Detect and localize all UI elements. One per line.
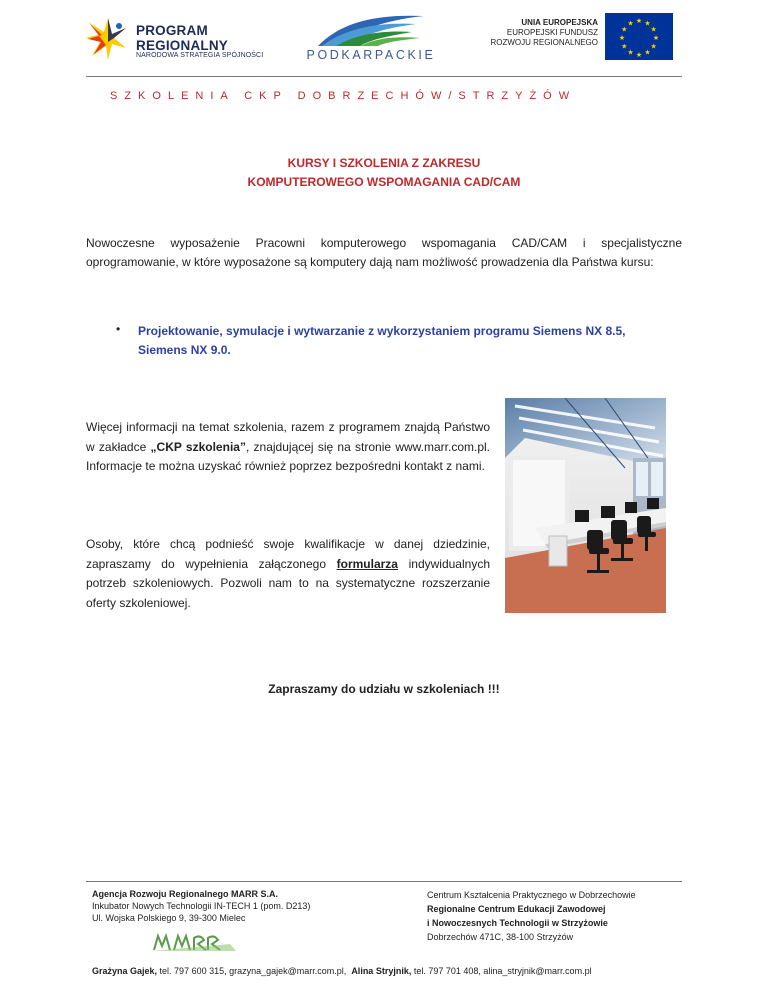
program-star-icon bbox=[86, 14, 132, 64]
svg-text:★: ★ bbox=[627, 19, 634, 28]
form-paragraph bbox=[86, 535, 490, 613]
program-logo-tagline: NARODOWA STRATEGIA SPÓJNOŚCI bbox=[136, 52, 264, 59]
course-bullet-item: Projektowanie, symulacje i wytwarzanie z wykorzystaniem programu Siemens NX 8.5, Siemens NX 9.0. bbox=[138, 324, 626, 357]
ckp-line4: Dobrzechów 471C, 38-100 Strzyżów bbox=[427, 932, 574, 942]
info-paragraph bbox=[86, 418, 490, 477]
title-line1: KURSY I SZKOLENIA Z ZAKRESU bbox=[287, 156, 481, 170]
svg-text:★: ★ bbox=[627, 48, 634, 57]
svg-text:★: ★ bbox=[635, 51, 643, 59]
podkarpackie-name: PODKARPACKIE bbox=[306, 48, 436, 62]
ckp-line1: Centrum Kształcenia Praktycznego w Dobrzechowie bbox=[427, 890, 636, 900]
podkarpackie-hills-icon bbox=[316, 12, 426, 48]
eu-line2: EUROPEJSKI FUNDUSZ bbox=[506, 28, 598, 37]
ckp-line2: Regionalne Centrum Edukacji Zawodowej bbox=[427, 904, 606, 914]
page-title bbox=[84, 154, 684, 192]
eu-fund-text bbox=[472, 18, 598, 48]
title-line2: KOMPUTEROWEGO WSPOMAGANIA CAD/CAM bbox=[247, 175, 521, 189]
svg-text:★: ★ bbox=[650, 42, 657, 51]
intro-paragraph: Nowoczesne wyposażenie Pracowni komputerowego wspomagania CAD/CAM i specjalistyczne oprogramowanie, w które wyposażone są komputery dają nam możliwość prowadzenia dla Państwa kursu: bbox=[86, 236, 682, 269]
info-text-part2: , znajdującej się na stronie www.marr.com.pl. Informacje te można uzyskać również poprzez bezpośredni kontakt z nami. bbox=[86, 439, 490, 473]
invitation-text: Zapraszamy do udziału w szkoleniach !!! bbox=[268, 682, 500, 696]
footer-marr-address bbox=[92, 888, 392, 924]
eu-line3: ROZWOJU REGIONALNEGO bbox=[490, 38, 598, 47]
ckp-szkolenia-tab-name: „CKP szkolenia” bbox=[150, 439, 246, 454]
program-logo-line1: PROGRAM bbox=[136, 23, 208, 38]
svg-text:★: ★ bbox=[635, 17, 643, 25]
info-text-part1: Więcej informacji na temat szkolenia, razem z programem znajdą Państwo w zakładce bbox=[86, 420, 490, 454]
svg-text:★: ★ bbox=[621, 42, 628, 51]
header-divider bbox=[86, 76, 682, 77]
marr-address-line3: Ul. Wojska Polskiego 9, 39-300 Mielec bbox=[92, 913, 246, 923]
footer-ckp-address bbox=[427, 888, 687, 944]
contact2-details: tel. 797 701 408, alina_stryjnik@marr.com.pl bbox=[411, 966, 592, 976]
contact2-name: Alina Stryjnik, bbox=[351, 966, 412, 976]
contact1-details: tel. 797 600 315, grazyna_gajek@marr.com.pl, bbox=[157, 966, 347, 976]
program-logo-line2: REGIONALNY bbox=[136, 38, 229, 53]
svg-text:★: ★ bbox=[652, 34, 660, 42]
svg-text:★: ★ bbox=[650, 25, 657, 34]
marr-logo-icon bbox=[150, 930, 238, 952]
eu-line1: UNIA EUROPEJSKA bbox=[521, 18, 598, 27]
svg-text:★: ★ bbox=[618, 34, 626, 42]
form-text-part2: indywidualnych potrzeb szkoleniowych. Pozwoli nam to na systematyczne rozszerzanie oferty szkoleniowej. bbox=[86, 556, 490, 610]
eu-flag-icon bbox=[605, 13, 673, 60]
marr-name: Agencja Rozwoju Regionalnego MARR S.A. bbox=[92, 889, 279, 899]
school-title: SZKOLENIA CKP DOBRZECHÓW/STRZYŻÓW bbox=[110, 90, 577, 102]
footer-divider bbox=[86, 881, 682, 882]
computer-lab-photo bbox=[505, 398, 666, 613]
svg-text:★: ★ bbox=[644, 48, 651, 57]
ckp-line3: i Nowoczesnych Technologii w Strzyżowie bbox=[427, 918, 608, 928]
program-regionalny-logo bbox=[86, 14, 266, 64]
svg-text:★: ★ bbox=[621, 25, 628, 34]
svg-text:★: ★ bbox=[644, 19, 651, 28]
bullet-icon: • bbox=[116, 322, 121, 336]
form-text-part1: Osoby, które chcą podnieść swoje kwalifikacje w danej dziedzinie, zapraszamy do wypełnienia załączonego bbox=[86, 537, 490, 571]
contact-line bbox=[92, 966, 692, 976]
marr-address-line2: Inkubator Nowych Technologii IN-TECH 1 (pom. D213) bbox=[92, 901, 311, 911]
contact1-name: Grażyna Gajek, bbox=[92, 966, 158, 976]
form-link[interactable]: formularza bbox=[336, 556, 398, 571]
podkarpackie-logo bbox=[296, 12, 446, 64]
